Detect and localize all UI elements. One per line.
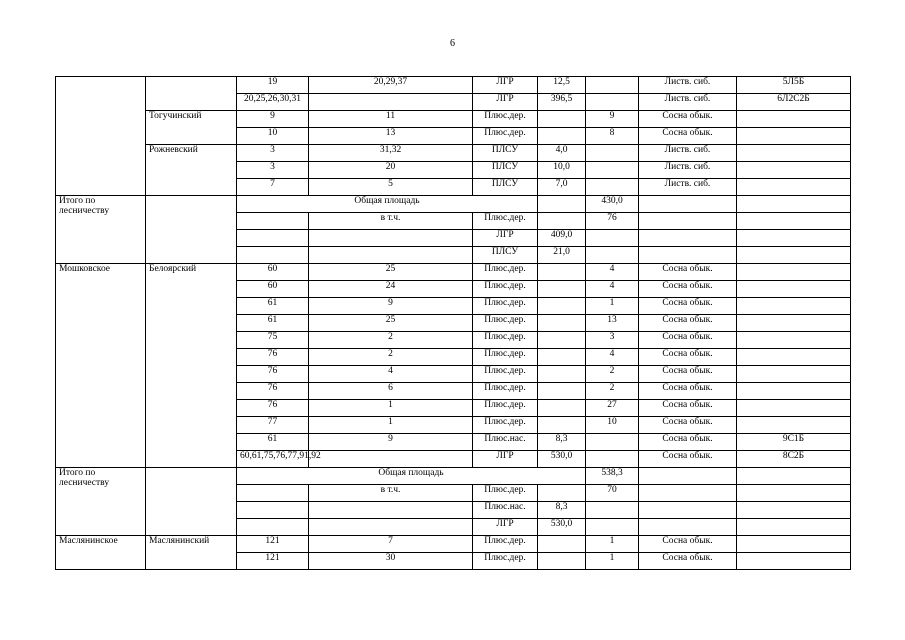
composition-cell xyxy=(737,179,851,196)
empty-cell xyxy=(639,519,737,536)
species-cell: Сосна обык. xyxy=(639,349,737,366)
empty-cell xyxy=(309,519,473,536)
quarter-cell: 60 xyxy=(237,281,309,298)
quarter-cell: 61 xyxy=(237,434,309,451)
species-cell: Сосна обык. xyxy=(639,383,737,400)
plot-cell: 9 xyxy=(309,434,473,451)
composition-cell xyxy=(737,400,851,417)
count-cell xyxy=(586,77,639,94)
composition-cell: 6Л2С2Б xyxy=(737,94,851,111)
area-cell: 12,5 xyxy=(538,77,586,94)
incl-label: в т.ч. xyxy=(309,485,473,502)
empty-cell xyxy=(737,519,851,536)
species-cell: Сосна обык. xyxy=(639,264,737,281)
composition-cell: 8С2Б xyxy=(737,451,851,468)
plot-cell: 4 xyxy=(309,366,473,383)
empty-cell xyxy=(737,485,851,502)
composition-cell: 9С1Б xyxy=(737,434,851,451)
incl-label: в т.ч. xyxy=(309,213,473,230)
plot-cell: 13 xyxy=(309,128,473,145)
type-cell: Плюс.дер. xyxy=(473,383,538,400)
species-cell: Листв. сиб. xyxy=(639,179,737,196)
species-cell: Сосна обык. xyxy=(639,128,737,145)
forestry-table xyxy=(55,76,851,570)
quarter-cell: 76 xyxy=(237,400,309,417)
table-row xyxy=(56,111,851,128)
quarter-cell: 61 xyxy=(237,315,309,332)
type-cell: Плюс.дер. xyxy=(473,366,538,383)
type-cell: Плюс.дер. xyxy=(473,264,538,281)
general-area-label: Общая площадь xyxy=(237,196,538,213)
type-cell: Плюс.дер. xyxy=(473,485,538,502)
quarter-cell: 3 xyxy=(237,162,309,179)
empty-cell xyxy=(639,247,737,264)
count-cell xyxy=(586,434,639,451)
table-row xyxy=(56,264,851,281)
type-cell: ПЛСУ xyxy=(473,162,538,179)
table-row xyxy=(56,536,851,553)
area-cell xyxy=(538,128,586,145)
area-cell: 409,0 xyxy=(538,230,586,247)
area-cell xyxy=(538,400,586,417)
species-cell: Сосна обык. xyxy=(639,451,737,468)
area-cell: 530,0 xyxy=(538,519,586,536)
count-cell: 27 xyxy=(586,400,639,417)
species-cell: Сосна обык. xyxy=(639,400,737,417)
plot-cell: 30 xyxy=(309,553,473,570)
empty-cell xyxy=(538,196,586,213)
count-cell xyxy=(586,451,639,468)
type-cell: Плюс.дер. xyxy=(473,281,538,298)
empty-cell xyxy=(639,213,737,230)
type-cell: ЛГР xyxy=(473,230,538,247)
species-cell: Листв. сиб. xyxy=(639,145,737,162)
plot-cell: 7 xyxy=(309,536,473,553)
composition-cell xyxy=(737,281,851,298)
empty-cell xyxy=(237,247,309,264)
quarter-cell: 121 xyxy=(237,536,309,553)
type-cell: ПЛСУ xyxy=(473,179,538,196)
empty-cell xyxy=(639,468,737,485)
species-cell: Сосна обык. xyxy=(639,366,737,383)
empty-cell xyxy=(146,196,237,264)
empty-cell xyxy=(639,485,737,502)
composition-cell xyxy=(737,383,851,400)
empty-cell xyxy=(586,230,639,247)
area-cell xyxy=(538,536,586,553)
species-cell: Сосна обык. xyxy=(639,553,737,570)
type-cell: ЛГР xyxy=(473,77,538,94)
district-cell xyxy=(146,77,237,111)
count-cell xyxy=(586,145,639,162)
area-cell xyxy=(538,383,586,400)
type-cell: ПЛСУ xyxy=(473,247,538,264)
species-cell: Сосна обык. xyxy=(639,281,737,298)
empty-cell xyxy=(737,196,851,213)
species-cell: Листв. сиб. xyxy=(639,162,737,179)
composition-cell xyxy=(737,332,851,349)
count-cell xyxy=(586,94,639,111)
plot-cell: 5 xyxy=(309,179,473,196)
total-row xyxy=(56,196,851,213)
empty-cell xyxy=(639,196,737,213)
area-cell xyxy=(538,298,586,315)
empty-cell xyxy=(737,468,851,485)
type-cell: Плюс.дер. xyxy=(473,536,538,553)
area-cell xyxy=(538,264,586,281)
type-cell: Плюс.дер. xyxy=(473,128,538,145)
area-cell: 4,0 xyxy=(538,145,586,162)
count-cell: 2 xyxy=(586,383,639,400)
species-cell: Сосна обык. xyxy=(639,111,737,128)
area-cell: 396,5 xyxy=(538,94,586,111)
type-cell: Плюс.дер. xyxy=(473,417,538,434)
type-cell: Плюс.дер. xyxy=(473,332,538,349)
quarter-cell: 75 xyxy=(237,332,309,349)
general-area-value: 538,3 xyxy=(586,468,639,485)
general-area-label: Общая площадь xyxy=(237,468,586,485)
plot-cell: 20,29,37 xyxy=(309,77,473,94)
empty-cell xyxy=(237,213,309,230)
type-cell: Плюс.нас. xyxy=(473,434,538,451)
empty-cell xyxy=(737,230,851,247)
area-cell: 8,3 xyxy=(538,502,586,519)
quarter-cell: 121 xyxy=(237,553,309,570)
composition-cell xyxy=(737,417,851,434)
empty-cell xyxy=(639,230,737,247)
type-cell: Плюс.дер. xyxy=(473,298,538,315)
count-cell xyxy=(586,162,639,179)
plot-cell: 25 xyxy=(309,264,473,281)
type-cell: Плюс.дер. xyxy=(473,400,538,417)
type-cell: Плюс.дер. xyxy=(473,349,538,366)
count-cell: 13 xyxy=(586,315,639,332)
forestry-cell xyxy=(56,77,146,196)
area-cell: 7,0 xyxy=(538,179,586,196)
area-cell xyxy=(538,332,586,349)
composition-cell xyxy=(737,264,851,281)
empty-cell xyxy=(309,502,473,519)
empty-cell xyxy=(586,247,639,264)
district-cell: Рожневский xyxy=(146,145,237,196)
count-cell: 9 xyxy=(586,111,639,128)
species-cell: Сосна обык. xyxy=(639,332,737,349)
quarter-cell: 60,61,75,76,77,91,92 xyxy=(237,451,309,468)
count-cell: 1 xyxy=(586,298,639,315)
type-cell: Плюс.дер. xyxy=(473,315,538,332)
count-cell: 76 xyxy=(586,213,639,230)
general-area-value: 430,0 xyxy=(586,196,639,213)
composition-cell xyxy=(737,145,851,162)
empty-cell xyxy=(538,213,586,230)
count-cell: 4 xyxy=(586,349,639,366)
species-cell: Листв. сиб. xyxy=(639,94,737,111)
area-cell xyxy=(538,281,586,298)
plot-cell: 25 xyxy=(309,315,473,332)
quarter-cell: 20,25,26,30,31 xyxy=(237,94,309,111)
empty-cell xyxy=(237,502,309,519)
district-cell: Белоярский xyxy=(146,264,237,468)
empty-cell xyxy=(309,230,473,247)
count-cell: 70 xyxy=(586,485,639,502)
plot-cell: 24 xyxy=(309,281,473,298)
type-cell: Плюс.дер. xyxy=(473,553,538,570)
count-cell: 1 xyxy=(586,553,639,570)
area-cell xyxy=(538,349,586,366)
area-cell xyxy=(538,417,586,434)
empty-cell xyxy=(237,230,309,247)
area-cell: 10,0 xyxy=(538,162,586,179)
empty-cell xyxy=(146,468,237,536)
empty-cell xyxy=(737,247,851,264)
empty-cell xyxy=(639,502,737,519)
plot-cell xyxy=(309,94,473,111)
count-cell: 1 xyxy=(586,536,639,553)
composition-cell xyxy=(737,162,851,179)
composition-cell: 5Л5Б xyxy=(737,77,851,94)
composition-cell xyxy=(737,553,851,570)
area-cell: 530,0 xyxy=(538,451,586,468)
quarter-cell: 60 xyxy=(237,264,309,281)
composition-cell xyxy=(737,128,851,145)
empty-cell xyxy=(737,213,851,230)
forestry-cell: Мошковское xyxy=(56,264,146,468)
type-cell: Плюс.нас. xyxy=(473,502,538,519)
species-cell: Листв. сиб. xyxy=(639,77,737,94)
species-cell: Сосна обык. xyxy=(639,417,737,434)
table-row xyxy=(56,145,851,162)
quarter-cell: 76 xyxy=(237,349,309,366)
quarter-cell: 77 xyxy=(237,417,309,434)
page-number: 6 xyxy=(450,38,455,49)
quarter-cell: 76 xyxy=(237,366,309,383)
plot-cell: 31,32 xyxy=(309,145,473,162)
empty-cell xyxy=(586,502,639,519)
type-cell: ЛГР xyxy=(473,519,538,536)
plot-cell: 1 xyxy=(309,417,473,434)
species-cell: Сосна обык. xyxy=(639,315,737,332)
count-cell: 10 xyxy=(586,417,639,434)
forestry-cell: Маслянинское xyxy=(56,536,146,570)
plot-cell: 9 xyxy=(309,298,473,315)
plot-cell: 20 xyxy=(309,162,473,179)
area-cell xyxy=(538,315,586,332)
type-cell: ЛГР xyxy=(473,451,538,468)
count-cell: 4 xyxy=(586,264,639,281)
empty-cell xyxy=(237,519,309,536)
species-cell: Сосна обык. xyxy=(639,298,737,315)
total-label: Итого по лесничеству xyxy=(56,196,146,264)
plot-cell: 2 xyxy=(309,332,473,349)
composition-cell xyxy=(737,366,851,383)
total-label: Итого по лесничеству xyxy=(56,468,146,536)
empty-cell xyxy=(309,247,473,264)
plot-cell: 6 xyxy=(309,383,473,400)
count-cell xyxy=(586,179,639,196)
quarter-cell: 3 xyxy=(237,145,309,162)
species-cell: Сосна обык. xyxy=(639,434,737,451)
count-cell: 4 xyxy=(586,281,639,298)
quarter-cell: 10 xyxy=(237,128,309,145)
area-cell: 8,3 xyxy=(538,434,586,451)
count-cell: 8 xyxy=(586,128,639,145)
composition-cell xyxy=(737,349,851,366)
composition-cell xyxy=(737,111,851,128)
area-cell xyxy=(538,553,586,570)
table-row xyxy=(56,77,851,94)
type-cell: ЛГР xyxy=(473,94,538,111)
plot-cell: 11 xyxy=(309,111,473,128)
quarter-cell: 7 xyxy=(237,179,309,196)
empty-cell xyxy=(538,485,586,502)
quarter-cell: 76 xyxy=(237,383,309,400)
composition-cell xyxy=(737,298,851,315)
quarter-cell: 19 xyxy=(237,77,309,94)
quarter-cell: 61 xyxy=(237,298,309,315)
count-cell: 2 xyxy=(586,366,639,383)
type-cell: Плюс.дер. xyxy=(473,213,538,230)
empty-cell xyxy=(737,502,851,519)
total-row xyxy=(56,468,851,485)
plot-cell: 2 xyxy=(309,349,473,366)
count-cell: 3 xyxy=(586,332,639,349)
plot-cell xyxy=(309,451,473,468)
type-cell: ПЛСУ xyxy=(473,145,538,162)
quarter-cell: 9 xyxy=(237,111,309,128)
species-cell: Сосна обык. xyxy=(639,536,737,553)
area-cell xyxy=(538,111,586,128)
composition-cell xyxy=(737,536,851,553)
plot-cell: 1 xyxy=(309,400,473,417)
area-cell xyxy=(538,366,586,383)
type-cell: Плюс.дер. xyxy=(473,111,538,128)
district-cell: Маслянинский xyxy=(146,536,237,570)
area-cell: 21,0 xyxy=(538,247,586,264)
composition-cell xyxy=(737,315,851,332)
district-cell: Тогучинский xyxy=(146,111,237,145)
empty-cell xyxy=(586,519,639,536)
empty-cell xyxy=(237,485,309,502)
